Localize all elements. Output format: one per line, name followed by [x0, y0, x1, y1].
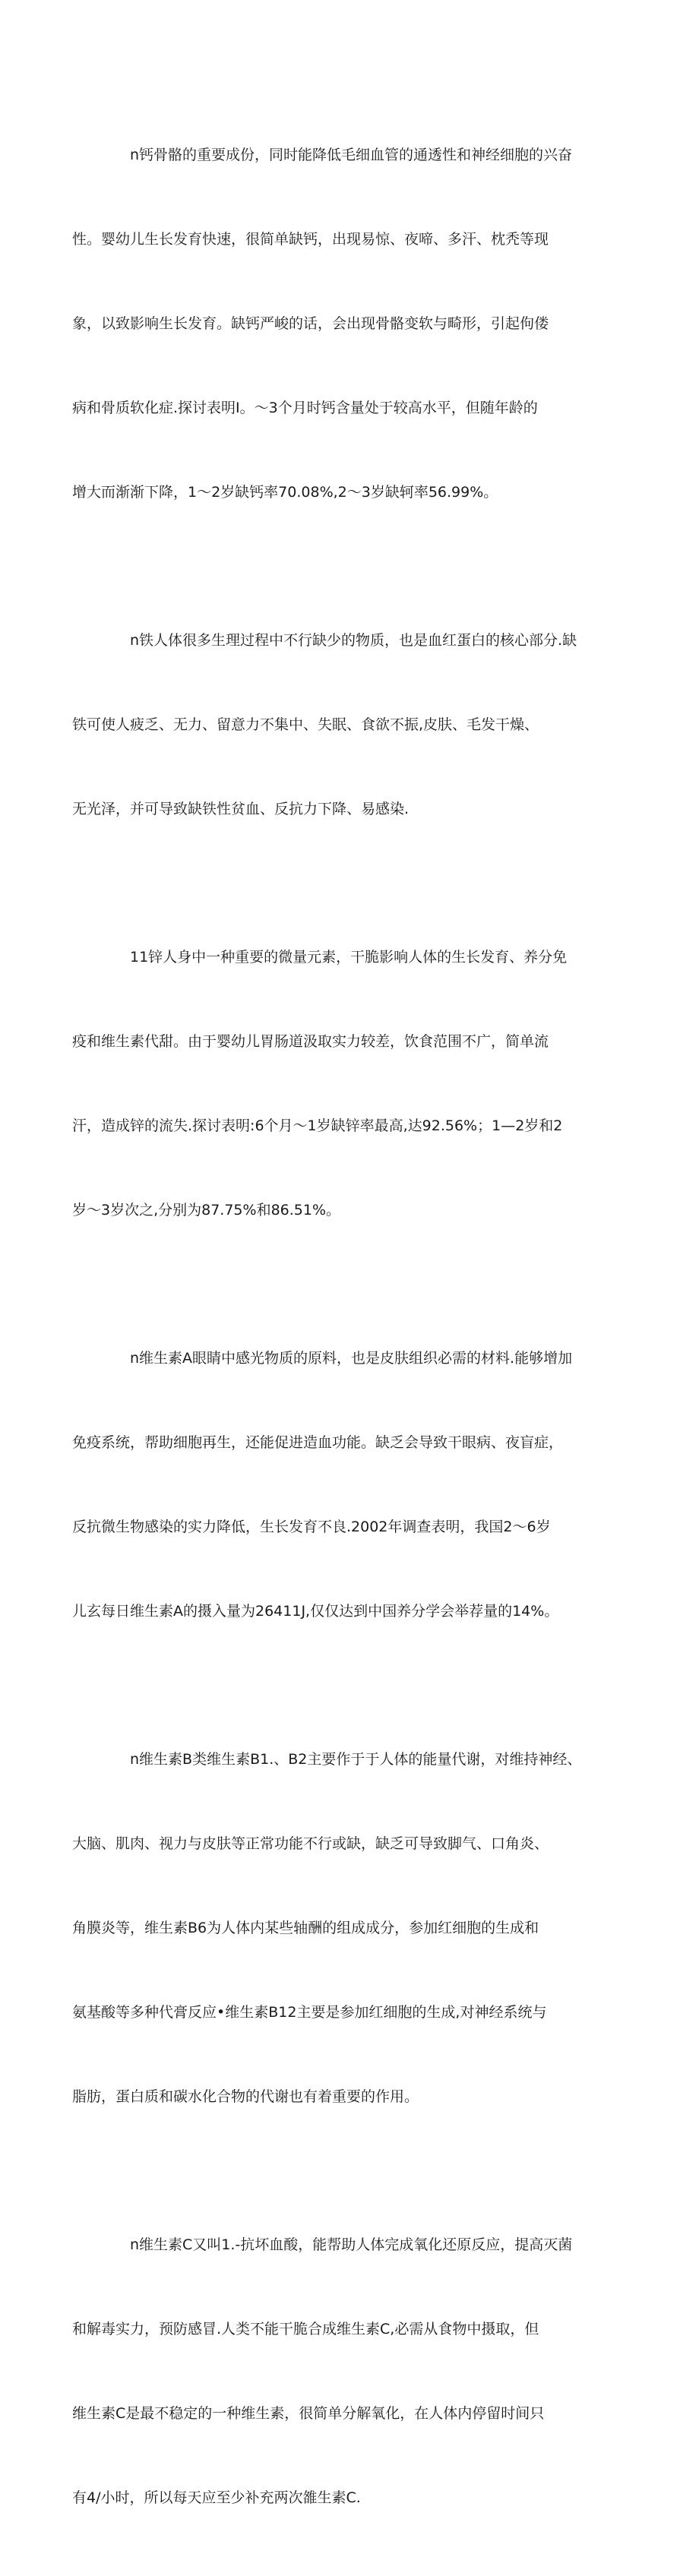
paragraph-vitamin-c	[72, 2175, 607, 2568]
paragraph-zinc	[72, 887, 607, 1281]
text-line: 角膜炎等，维生素B6为人体内某些轴酬的组成成分，参加红细胞的生成和	[72, 1920, 539, 1936]
text-line: 儿玄每日维生素A的摄入量为26411J,仅仅达到中国养分学会举荐量的14%。	[72, 1603, 559, 1620]
text-line: 性。婴幼儿生长发育快速，很简单缺钙，出现易惊、夜啼、多汗、枕秃等现	[72, 231, 549, 248]
text-line: 汗，造成锌的流失.探讨表明:6个月〜1岁缺锌率最高,达92.56%；1—2岁和2	[72, 1117, 563, 1134]
text-line: 病和骨质软化症.探讨表明I。〜3个月时钙含量处于较高水平，但随年龄的	[72, 400, 538, 416]
text-line: 11锌人身中一种重要的微量元素，干脆影响人体的生长发育、养分免	[130, 949, 568, 966]
text-line: n维生素A眼睛中感光物质的原料，也是皮肤组织必需的材料.能够增加	[130, 1350, 573, 1367]
text-line: 有4/小时，所以每天应至少补充两次雒生素C.	[72, 2489, 361, 2506]
paragraph-vitamin-b	[72, 1689, 607, 2167]
text-line: 维生素C是最不稳定的一种维生素，很简单分解氧化，在人体内停留时间只	[72, 2405, 545, 2422]
text-line: 铁可使人疲乏、无力、留意力不集中、失眠、食欲不振,皮肤、毛发干燥、	[72, 716, 539, 733]
text-line: 脂肪，蛋白质和碳水化合物的代谢也有着重要的作用。	[72, 2088, 419, 2105]
text-line: 疫和维生素代甜。由于婴幼儿胃肠道汲取实力较差，饮食范围不广，简单流	[72, 1033, 549, 1050]
text-line: 无光泽，并可导致缺铁性贫血、反抗力下降、易感染.	[72, 801, 410, 817]
text-line: 大脑、肌肉、视力与皮肤等正常功能不行或缺，缺乏可导致脚气、口角炎、	[72, 1835, 549, 1852]
text-line: 象，以致影响生长发育。缺钙严峻的话，会出现骨骼变软与畸形，引起佝偻	[72, 315, 549, 332]
text-line: n维生素C又叫1.-抗坏血酸，能帮助人体完成氧化还原反应，提高灭菌	[130, 2236, 573, 2253]
text-line: 和解毒实力，预防感冒.人类不能干脆合成维生素C,必需从食物中摄取，但	[72, 2321, 539, 2337]
text-line: n铁人体很多生理过程中不行缺少的物质，也是血红蛋白的核心部分.缺	[130, 632, 577, 649]
text-line: 免疫系统，帮助细胞再生，还能促进造血功能。缺乏会导致干眼病、夜盲症，	[72, 1434, 564, 1451]
text-line: 岁〜3岁次之,分别为87.75%和86.51%。	[72, 1202, 341, 1218]
text-line: 增大而渐渐下降，1〜2岁缺钙率70.08%,2〜3岁缺轲率56.99%。	[72, 484, 498, 501]
text-line: 氨基酸等多种代膏反应•维生素B12主要是参加红细胞的生成,对神经系统与	[72, 2004, 547, 2021]
text-line: n钙骨骼的重要成份，同时能降低毛细血管的通透性和神经细胞的兴奋	[130, 147, 573, 163]
paragraph-iron	[72, 571, 607, 880]
text-line: 反抗微生物感染的实力降低，生长发育不良.2002年调查表明，我国2〜6岁	[72, 1519, 551, 1535]
paragraph-calcium	[72, 85, 607, 563]
document-body	[72, 85, 607, 2576]
paragraph-vitamin-a	[72, 1288, 607, 1682]
text-line: n维生素B类维生素B1.、B2主要作于于人体的能量代谢，对维持神经、	[130, 1751, 582, 1768]
